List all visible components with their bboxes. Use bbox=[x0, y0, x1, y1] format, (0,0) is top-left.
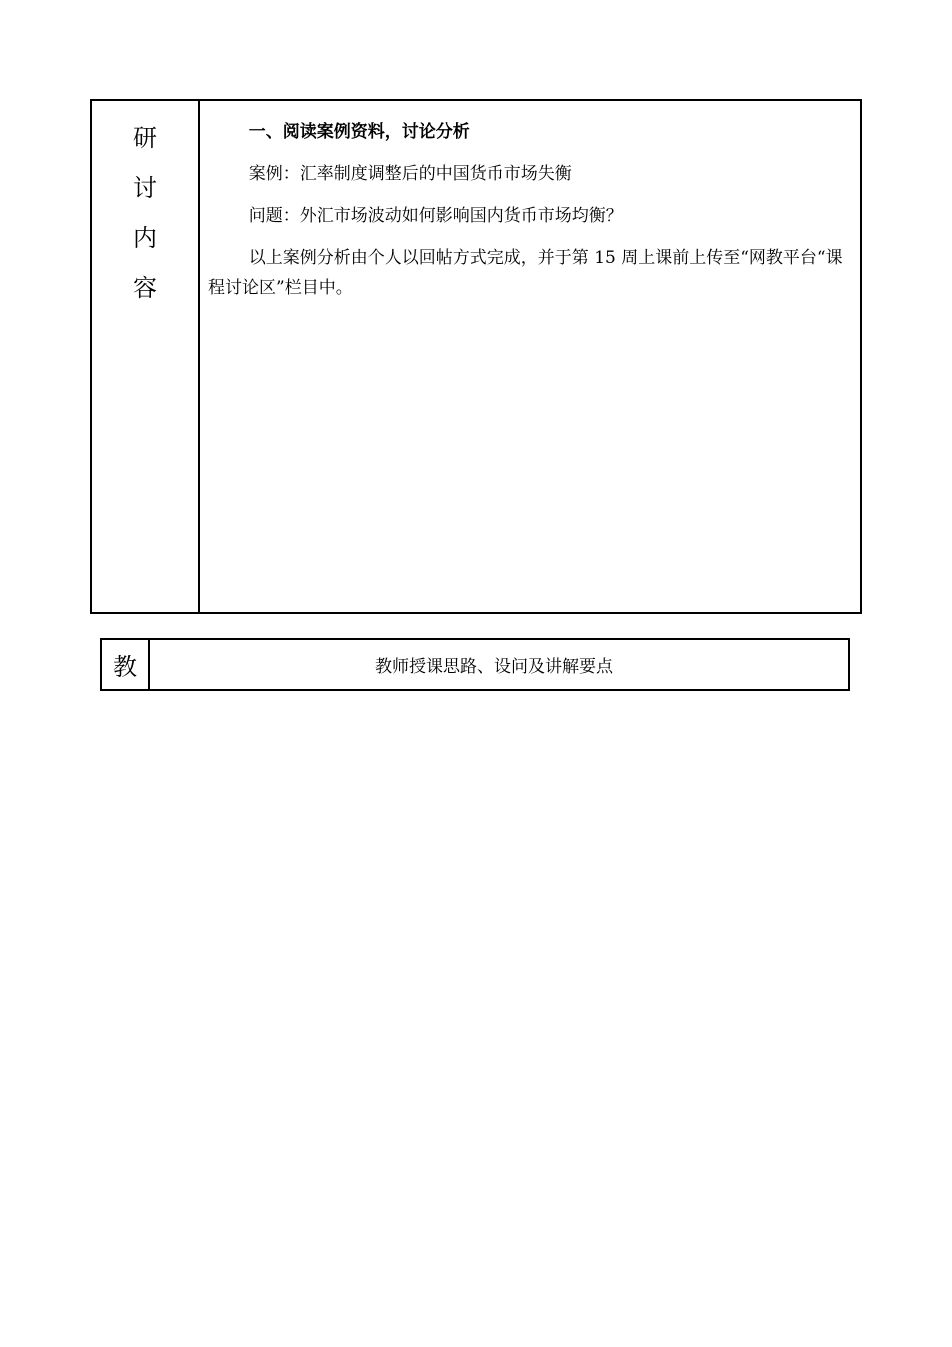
discussion-label-column bbox=[92, 101, 200, 612]
label-char-1: 研 bbox=[133, 124, 157, 152]
label-char-2: 讨 bbox=[133, 174, 157, 202]
teaching-label: 教 bbox=[102, 640, 150, 689]
label-char-4: 容 bbox=[133, 274, 157, 302]
instruction-paragraph: 以上案例分析由个人以回帖方式完成，并于第 15 周上课前上传至“网教平台“课程讨论区”栏目中。 bbox=[208, 248, 843, 298]
teaching-title: 教师授课思路、设问及讲解要点 bbox=[375, 657, 613, 677]
question-line: 问题：外汇市场波动如何影响国内货币市场均衡？ bbox=[248, 206, 623, 226]
section-heading: 一、阅读案例资料，讨论分析 bbox=[248, 122, 470, 142]
discussion-content-cell bbox=[200, 101, 860, 612]
discussion-content-table bbox=[90, 99, 862, 614]
teaching-points-table bbox=[100, 638, 850, 691]
label-char-3: 内 bbox=[133, 224, 157, 252]
case-line: 案例：汇率制度调整后的中国货币市场失衡 bbox=[248, 164, 572, 184]
